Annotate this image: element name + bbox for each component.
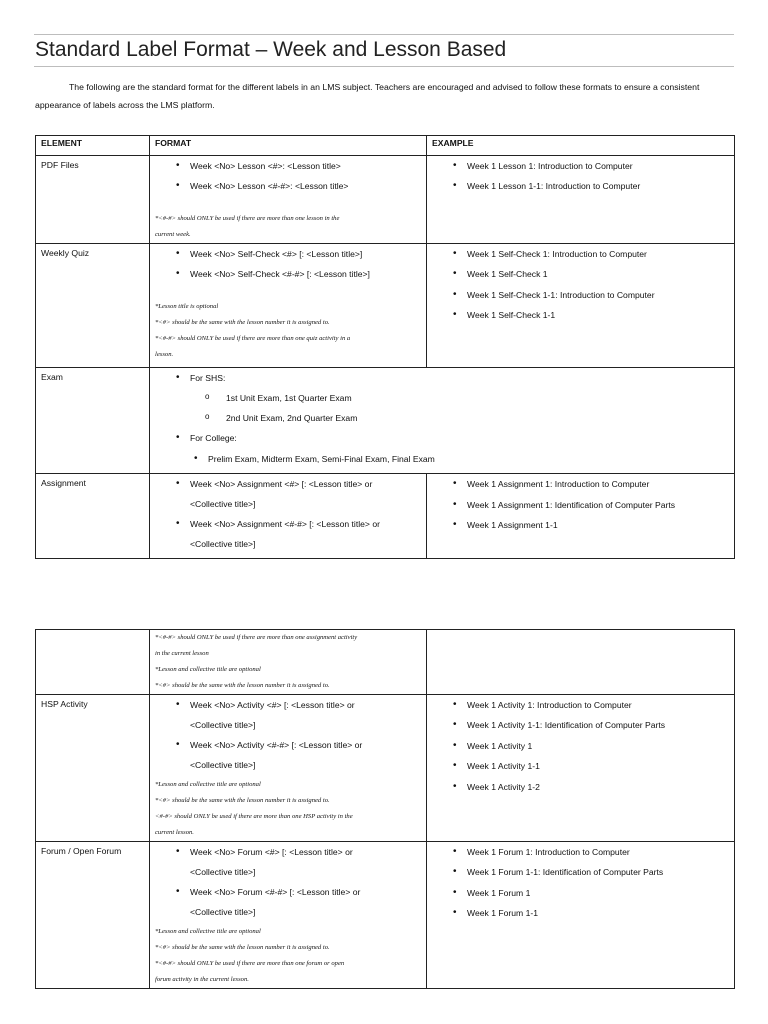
note: *<#> should be the same with the lesson number it is assigned to. xyxy=(155,318,330,326)
note: current week. xyxy=(155,230,191,238)
format-assignment xyxy=(150,474,427,559)
list-item: • Week 1 Activity 1-1: Identification of Computer Parts xyxy=(427,719,734,739)
element-hsp: HSP Activity xyxy=(36,695,150,842)
header-format: FORMAT xyxy=(150,136,427,156)
element-pdf: PDF Files xyxy=(36,156,150,244)
list-item: • Week 1 Activity 1 xyxy=(427,740,734,760)
element-quiz: Weekly Quiz xyxy=(36,244,150,368)
note: *<#-#> should ONLY be used if there are more than one forum or open xyxy=(155,960,345,967)
list-item: • Week 1 Activity 1-1 xyxy=(427,760,734,780)
example-empty xyxy=(427,630,735,695)
list-item: • Week 1 Forum 1: Introduction to Computer xyxy=(427,846,734,866)
list-item: o 2nd Unit Exam, 2nd Quarter Exam xyxy=(150,412,734,432)
list-item: • Week 1 Forum 1-1 xyxy=(427,907,734,927)
note: *<#-#> should ONLY be used if there are more than one quiz activity in a xyxy=(155,334,351,342)
list-item: • Week 1 Assignment 1: Introduction to Computer xyxy=(427,478,734,498)
note: *Lesson and collective title are optional xyxy=(155,666,261,673)
list-item: o 1st Unit Exam, 1st Quarter Exam xyxy=(150,392,734,412)
page-title: Standard Label Format – Week and Lesson Based xyxy=(35,38,507,61)
list-item: • Prelim Exam, Midterm Exam, Semi-Final Exam, Final Exam xyxy=(150,453,734,473)
list-item: • For College: xyxy=(150,432,734,452)
list-item: • Week 1 Self-Check 1-1 xyxy=(427,309,734,329)
list-item: • Week <No> Self-Check <#-#> [: <Lesson title>] xyxy=(150,268,426,288)
table-row-assignment-cont xyxy=(36,630,735,695)
list-item: • Week 1 Self-Check 1 xyxy=(427,268,734,288)
list-item: • For SHS: xyxy=(150,372,734,392)
list-item: • Week 1 Forum 1-1: Identification of Computer Parts xyxy=(427,866,734,886)
element-forum: Forum / Open Forum xyxy=(36,842,150,989)
format-hsp xyxy=(150,695,427,842)
list-item: • Week <No> Lesson <#-#>: <Lesson title> xyxy=(150,180,426,200)
header-example: EXAMPLE xyxy=(427,136,735,156)
header-element: ELEMENT xyxy=(36,136,150,156)
note: *<#-#> should ONLY be used if there are more than one lesson in the xyxy=(155,214,340,222)
element-assignment: Assignment xyxy=(36,474,150,559)
label-format-table-continued xyxy=(35,629,735,989)
note: lesson. xyxy=(155,350,174,358)
list-item: • Week 1 Self-Check 1: Introduction to Computer xyxy=(427,248,734,268)
example-assignment xyxy=(427,474,735,559)
format-quiz xyxy=(150,244,427,368)
list-item: • Week <No> Assignment <#> [: <Lesson title> or <Collective title>] xyxy=(150,478,426,518)
note: *<#> should be the same with the lesson number it is assigned to. xyxy=(155,797,330,804)
list-item: • Week <No> Forum <#> [: <Lesson title> or <Collective title>] xyxy=(150,846,426,886)
element-exam: Exam xyxy=(36,368,150,474)
note: *<#> should be the same with the lesson number it is assigned to. xyxy=(155,944,330,951)
list-item: • Week 1 Lesson 1-1: Introduction to Computer xyxy=(427,180,734,200)
table-row-exam xyxy=(36,368,735,474)
list-item: • Week 1 Lesson 1: Introduction to Computer xyxy=(427,160,734,180)
list-item: • Week <No> Assignment <#-#> [: <Lesson title> or <Collective title>] xyxy=(150,518,426,558)
table-row-hsp xyxy=(36,695,735,842)
note: in the current lesson xyxy=(155,650,209,657)
element-empty xyxy=(36,630,150,695)
format-assignment-notes xyxy=(150,630,427,695)
table-row-assignment xyxy=(36,474,735,559)
title-top-rule xyxy=(34,34,734,35)
example-pdf xyxy=(427,156,735,244)
note: <#-#> should ONLY be used if there are more than one HSP activity in the xyxy=(155,813,353,820)
list-item: • Week 1 Forum 1 xyxy=(427,887,734,907)
list-item: • Week 1 Assignment 1: Identification of Computer Parts xyxy=(427,499,734,519)
list-item: • Week 1 Self-Check 1-1: Introduction to Computer xyxy=(427,289,734,309)
list-item: • Week 1 Activity 1-2 xyxy=(427,781,734,801)
note: *Lesson title is optional xyxy=(155,302,219,310)
note: forum activity in the current lesson. xyxy=(155,976,249,983)
example-quiz xyxy=(427,244,735,368)
list-item: • Week 1 Assignment 1-1 xyxy=(427,519,734,539)
table-row-pdf xyxy=(36,156,735,244)
note: *<#-#> should ONLY be used if there are more than one assignment activity xyxy=(155,634,358,641)
label-format-table xyxy=(35,135,735,559)
list-item: • Week 1 Activity 1: Introduction to Computer xyxy=(427,699,734,719)
note: current lesson. xyxy=(155,829,194,836)
table-row-forum xyxy=(36,842,735,989)
table-header-row xyxy=(36,136,735,156)
table-row-quiz xyxy=(36,244,735,368)
title-bottom-rule xyxy=(34,66,734,67)
format-exam xyxy=(150,368,735,474)
example-hsp xyxy=(427,695,735,842)
format-forum xyxy=(150,842,427,989)
intro-text: The following are the standard format for the different labels in an LMS subject. Teachers are encouraged and advised to follow these formats to ensure a consistent appearance of labels across the LMS platform. xyxy=(35,82,700,110)
list-item: • Week <No> Activity <#> [: <Lesson title> or <Collective title>] xyxy=(150,699,426,739)
list-item: • Week <No> Forum <#-#> [: <Lesson title> or <Collective title>] xyxy=(150,886,426,924)
list-item: • Week <No> Activity <#-#> [: <Lesson title> or <Collective title>] xyxy=(150,739,426,777)
list-item: • Week <No> Self-Check <#> [: <Lesson title>] xyxy=(150,248,426,268)
note: *<#> should be the same with the lesson number it is assigned to. xyxy=(155,682,330,689)
intro-paragraph xyxy=(35,78,735,114)
format-pdf xyxy=(150,156,427,244)
example-forum xyxy=(427,842,735,989)
note: *Lesson and collective title are optional xyxy=(155,928,261,935)
note: *Lesson and collective title are optional xyxy=(155,781,261,788)
list-item: • Week <No> Lesson <#>: <Lesson title> xyxy=(150,160,426,180)
